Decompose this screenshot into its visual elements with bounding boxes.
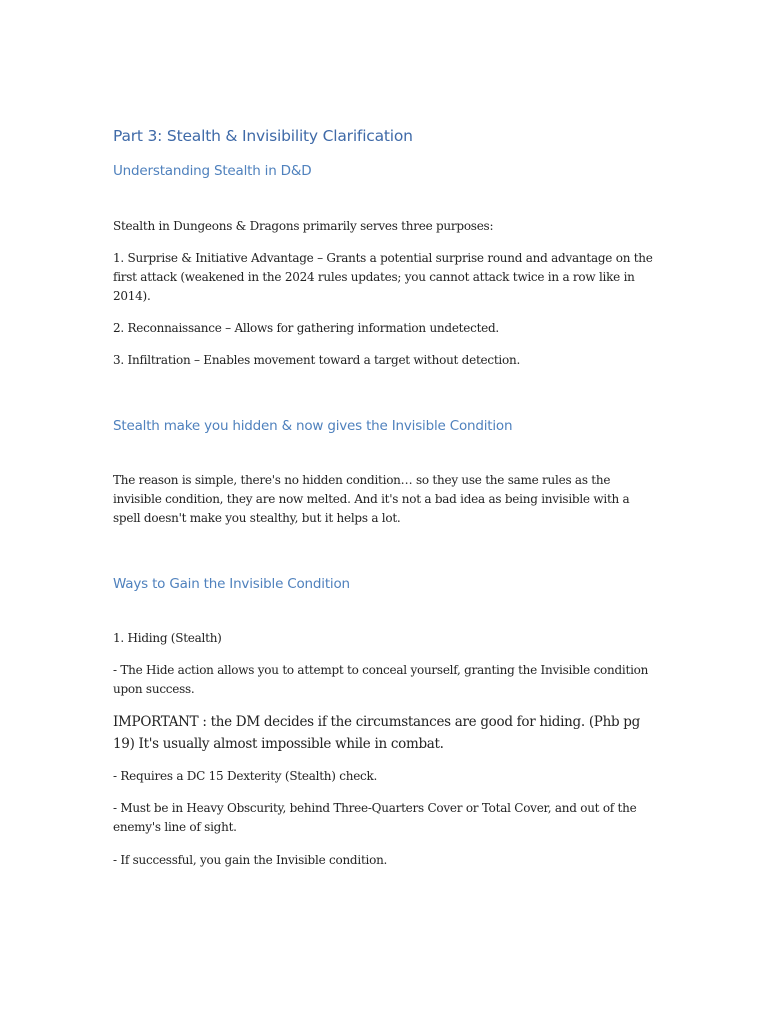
purpose-item-2: 2. Reconnaissance – Allows for gathering information undetected. xyxy=(113,321,499,335)
section-heading-stealth-hidden: Stealth make you hidden & now gives the Invisible Condition xyxy=(113,418,513,434)
important-note: IMPORTANT : the DM decides if the circumstances are good for hiding. (Phb pg 19) It's usually almost impossible while in combat. xyxy=(113,714,640,752)
cover-requirement-bullet: - Must be in Heavy Obscurity, behind Three-Quarters Cover or Total Cover, and out of the enemy's line of sight. xyxy=(113,801,637,834)
hiding-subheading: 1. Hiding (Stealth) xyxy=(113,631,222,645)
section1-intro: Stealth in Dungeons & Dragons primarily serves three purposes: xyxy=(113,219,494,233)
section2-body: The reason is simple, there's no hidden condition… so they use the same rules as the invisible condition, they are now melted. And it's not a bad idea as being invisible with a spell doesn't make you stealthy, but it helps a lot. xyxy=(113,473,630,525)
section-heading-ways-invisible: Ways to Gain the Invisible Condition xyxy=(113,576,350,592)
purpose-item-1: 1. Surprise & Initiative Advantage – Grants a potential surprise round and advantage on the first attack (weakened in the 2024 rules updates; you cannot attack twice in a row like in 2014). xyxy=(113,251,653,303)
section-heading-understanding-stealth: Understanding Stealth in D&D xyxy=(113,163,312,179)
success-bullet: - If successful, you gain the Invisible condition. xyxy=(113,853,388,867)
purpose-item-3: 3. Infiltration – Enables movement toward a target without detection. xyxy=(113,353,521,367)
dc-check-bullet: - Requires a DC 15 Dexterity (Stealth) check. xyxy=(113,769,378,783)
hide-action-bullet: - The Hide action allows you to attempt to conceal yourself, granting the Invisible condition upon success. xyxy=(113,663,649,696)
document-title: Part 3: Stealth & Invisibility Clarification xyxy=(113,127,413,145)
